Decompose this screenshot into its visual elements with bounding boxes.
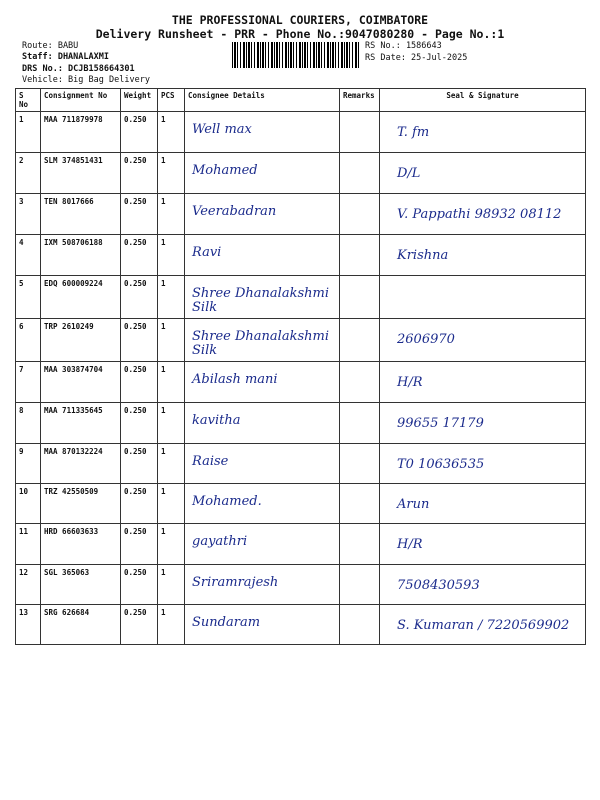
table-row [16,362,586,403]
sno-text: 6 [19,322,24,331]
sno-cell [16,484,41,524]
pcs-text: 1 [161,487,166,496]
sno-cell [16,194,41,235]
consignment-text: SRG 626684 [44,608,90,617]
consignee-handwriting: Sriramrajesh [192,575,279,590]
consignee-handwriting: Mohamed [192,163,258,178]
consignee-cell [185,235,340,276]
sno-text: 13 [19,608,29,617]
consignee-handwriting: Veerabadran [192,204,277,219]
table-row [16,524,586,565]
table-row [16,484,586,524]
col-pcs: PCS [158,89,185,112]
consignee-handwriting: kavitha [192,413,241,428]
weight-text: 0.250 [124,115,147,124]
weight-cell [121,112,158,153]
consignment-cell [41,153,121,194]
sno-cell [16,565,41,605]
weight-cell [121,444,158,484]
consignee-handwriting: Ravi [192,245,222,260]
remarks-cell [340,362,380,403]
sno-text: 11 [19,527,29,536]
pcs-cell [158,362,185,403]
pcs-text: 1 [161,406,166,415]
sno-text: 7 [19,365,24,374]
pcs-cell [158,153,185,194]
consignment-text: MAA 711335645 [44,406,103,415]
pcs-cell [158,403,185,444]
consignee-handwriting: Mohamed. [192,494,262,509]
weight-cell [121,605,158,645]
sno-text: 1 [19,115,24,124]
consignment-cell [41,362,121,403]
consignee-handwriting: Shree Dhanalakshmi Silk [192,286,329,315]
pcs-text: 1 [161,608,166,617]
remarks-cell [340,403,380,444]
weight-cell [121,565,158,605]
remarks-cell [340,484,380,524]
consignment-cell [41,403,121,444]
consignment-text: SGL 365063 [44,568,90,577]
col-signature: Seal & Signature [380,89,586,112]
consignee-handwriting: Raise [192,454,229,469]
pcs-cell [158,112,185,153]
remarks-cell [340,153,380,194]
signature-handwriting: D/L [397,166,421,181]
vehicle-label: Vehicle: Big Bag Delivery [22,75,150,85]
pcs-text: 1 [161,156,166,165]
table-row [16,444,586,484]
table-row [16,235,586,276]
sno-cell [16,403,41,444]
weight-cell [121,524,158,565]
pcs-text: 1 [161,322,166,331]
signature-handwriting: H/R [397,375,423,390]
consignment-cell [41,524,121,565]
signature-cell [380,112,586,153]
sno-text: 5 [19,279,24,288]
remarks-cell [340,276,380,319]
consignment-text: MAA 870132224 [44,447,103,456]
consignee-handwriting: gayathri [192,534,248,549]
consignment-text: MAA 711879978 [44,115,103,124]
consignment-cell [41,319,121,362]
consignment-cell [41,565,121,605]
table-row [16,112,586,153]
table-row [16,276,586,319]
weight-text: 0.250 [124,406,147,415]
signature-handwriting: H/R [397,537,423,552]
table-row [16,319,586,362]
sno-text: 3 [19,197,24,206]
staff-label: Staff: DHANALAXMI [22,52,109,62]
sno-text: 4 [19,238,24,247]
consignment-cell [41,605,121,645]
pcs-text: 1 [161,447,166,456]
table-row [16,153,586,194]
consignment-text: TEN 8017666 [44,197,94,206]
consignee-cell [185,194,340,235]
sno-cell [16,362,41,403]
consignment-text: MAA 303874704 [44,365,103,374]
consignment-cell [41,112,121,153]
signature-cell [380,524,586,565]
consignment-cell [41,276,121,319]
consignee-cell [185,362,340,403]
consignment-text: EDQ 600009224 [44,279,103,288]
consignee-cell [185,605,340,645]
weight-text: 0.250 [124,197,147,206]
weight-cell [121,153,158,194]
pcs-text: 1 [161,527,166,536]
signature-handwriting: 99655 17179 [397,416,484,431]
sno-cell [16,319,41,362]
signature-handwriting: Krishna [397,248,449,263]
route-label: Route: BABU [22,41,79,51]
pcs-cell [158,484,185,524]
remarks-cell [340,565,380,605]
table-row [16,194,586,235]
table-row [16,565,586,605]
pcs-cell [158,276,185,319]
consignee-handwriting: Sundaram [192,615,261,630]
signature-handwriting: 7508430593 [397,578,480,593]
runsheet-table [15,88,586,645]
remarks-cell [340,194,380,235]
weight-text: 0.250 [124,487,147,496]
signature-cell [380,276,586,319]
col-consignee: Consignee Details [185,89,340,112]
consignment-text: SLM 374851431 [44,156,103,165]
sno-text: 12 [19,568,29,577]
col-sno: S No [16,89,41,112]
sno-cell [16,235,41,276]
pcs-cell [158,524,185,565]
weight-text: 0.250 [124,279,147,288]
remarks-cell [340,444,380,484]
pcs-text: 1 [161,238,166,247]
consignee-cell [185,565,340,605]
signature-cell [380,235,586,276]
signature-cell [380,362,586,403]
signature-handwriting: Arun [397,497,430,512]
consignee-cell [185,112,340,153]
consignment-cell [41,484,121,524]
consignment-text: HRD 66603633 [44,527,99,536]
signature-cell [380,484,586,524]
weight-cell [121,194,158,235]
weight-text: 0.250 [124,447,147,456]
pcs-cell [158,565,185,605]
signature-cell [380,565,586,605]
sno-text: 10 [19,487,29,496]
remarks-cell [340,235,380,276]
sno-cell [16,444,41,484]
signature-handwriting: V. Pappathi 98932 08112 [397,207,562,222]
consignment-cell [41,235,121,276]
signature-cell [380,153,586,194]
consignment-text: TRP 2610249 [44,322,94,331]
signature-handwriting: 2606970 [397,332,455,347]
weight-text: 0.250 [124,238,147,247]
table-row [16,605,586,645]
pcs-cell [158,235,185,276]
runsheet-title: Delivery Runsheet - PRR - Phone No.:9047080280 - Page No.:1 [95,27,505,41]
col-weight: Weight [121,89,158,112]
pcs-cell [158,319,185,362]
consignee-handwriting: Abilash mani [192,372,278,387]
consignee-cell [185,403,340,444]
remarks-cell [340,605,380,645]
consignee-cell [185,153,340,194]
table-row [16,403,586,444]
consignee-cell [185,319,340,362]
signature-handwriting: S. Kumaran / 7220569902 [397,618,570,633]
remarks-cell [340,112,380,153]
consignee-cell [185,444,340,484]
signature-cell [380,319,586,362]
weight-text: 0.250 [124,568,147,577]
consignee-cell [185,524,340,565]
consignee-handwriting: Well max [192,122,252,137]
sno-cell [16,153,41,194]
weight-cell [121,319,158,362]
pcs-cell [158,194,185,235]
weight-cell [121,403,158,444]
table-header-row [16,89,586,112]
col-consignment: Consignment No [41,89,121,112]
pcs-text: 1 [161,568,166,577]
consignee-handwriting: Shree Dhanalakshmi Silk [192,329,329,358]
signature-cell [380,605,586,645]
weight-cell [121,362,158,403]
company-name: THE PROFESSIONAL COURIERS, COIMBATORE [171,13,429,27]
weight-cell [121,484,158,524]
sno-text: 9 [19,447,24,456]
weight-text: 0.250 [124,322,147,331]
pcs-text: 1 [161,115,166,124]
rs-number: RS No.: 1586643 [365,41,442,51]
consignment-cell [41,444,121,484]
consignee-cell [185,276,340,319]
consignee-cell [185,484,340,524]
weight-cell [121,276,158,319]
rs-date: RS Date: 25-Jul-2025 [365,53,468,63]
consignment-text: IXM 508706188 [44,238,103,247]
signature-cell [380,444,586,484]
sno-text: 2 [19,156,24,165]
signature-handwriting: T. fm [397,125,430,140]
weight-text: 0.250 [124,527,147,536]
weight-cell [121,235,158,276]
consignment-cell [41,194,121,235]
col-remarks: Remarks [340,89,380,112]
pcs-text: 1 [161,197,166,206]
drs-label: DRS No.: DCJB158664301 [22,64,135,74]
weight-text: 0.250 [124,365,147,374]
pcs-text: 1 [161,279,166,288]
weight-text: 0.250 [124,608,147,617]
sno-cell [16,605,41,645]
consignment-text: TRZ 42550509 [44,487,99,496]
signature-cell [380,403,586,444]
sno-cell [16,112,41,153]
barcode [232,42,360,68]
remarks-cell [340,319,380,362]
weight-text: 0.250 [124,156,147,165]
remarks-cell [340,524,380,565]
pcs-cell [158,605,185,645]
pcs-cell [158,444,185,484]
sno-cell [16,524,41,565]
sno-text: 8 [19,406,24,415]
pcs-text: 1 [161,365,166,374]
signature-cell [380,194,586,235]
signature-handwriting: T0 10636535 [397,457,485,472]
sno-cell [16,276,41,319]
